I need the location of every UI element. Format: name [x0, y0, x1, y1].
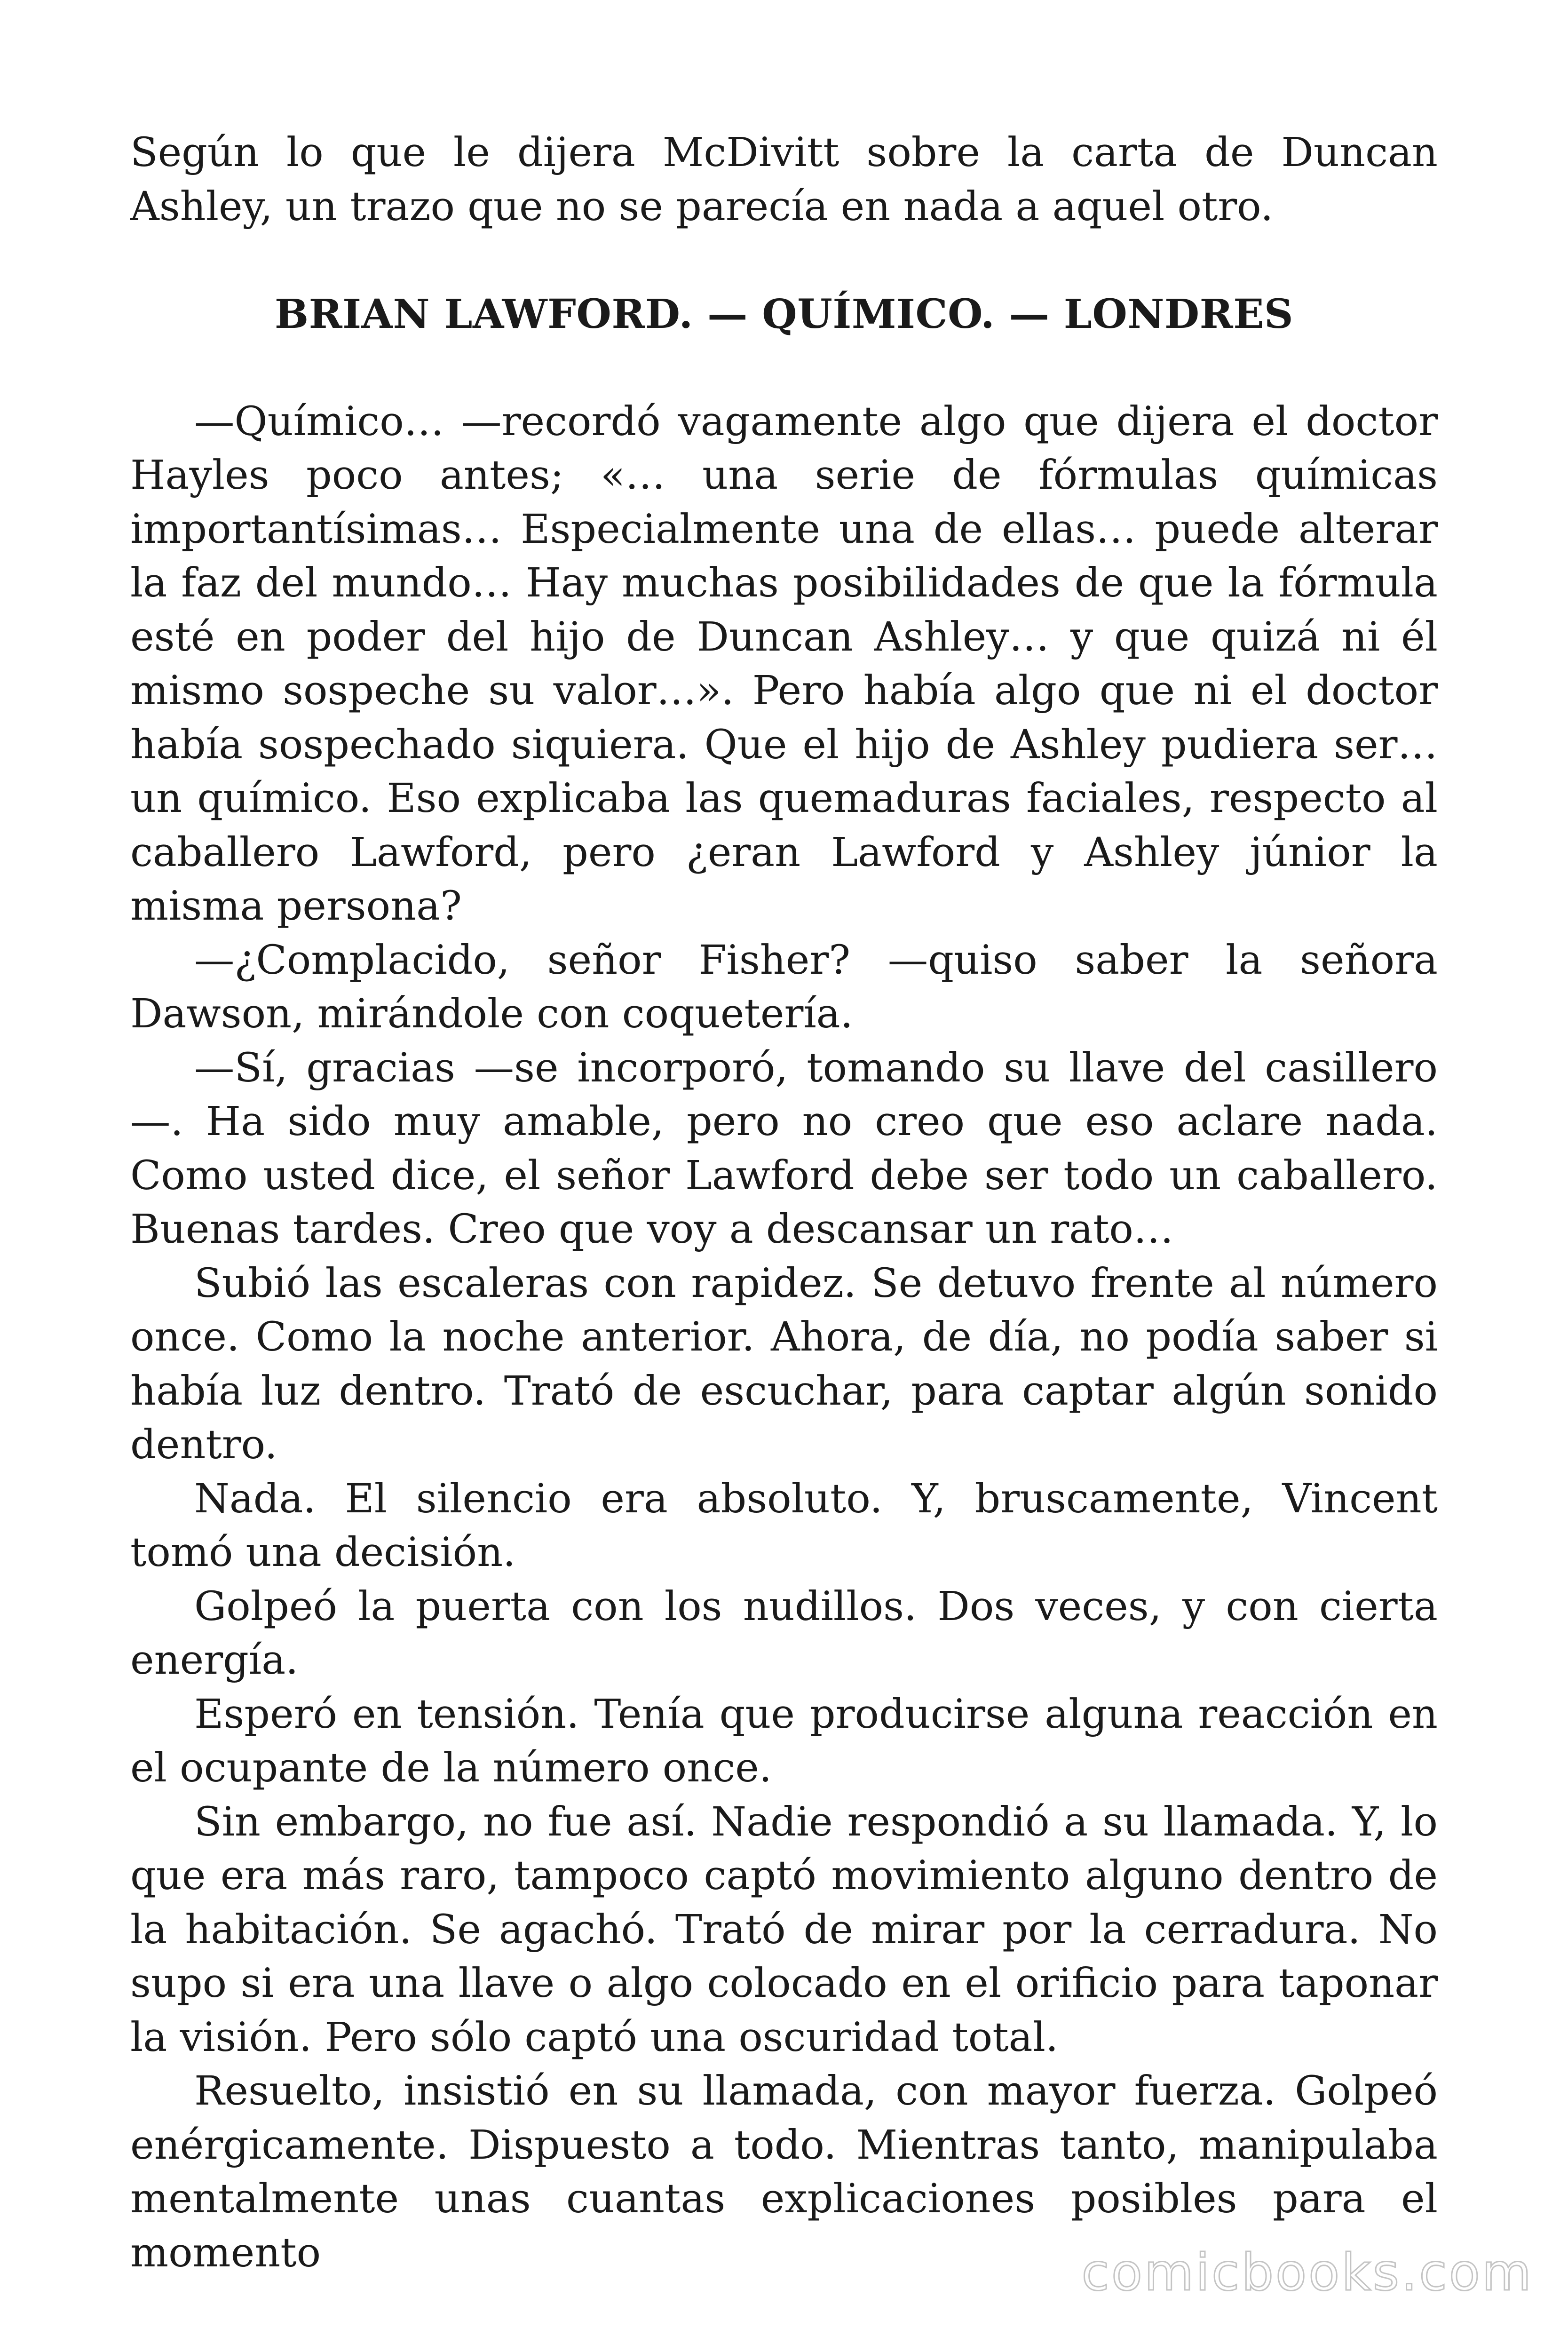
- body-paragraph: Resuelto, insistió en su llamada, con mayor fuerza. Golpeó enérgicamente. Dispuesto a todo. Mientras tanto, manipulaba mentalmente unas cuantas explicaciones posibles para el momento: [130, 2068, 1438, 2276]
- body-paragraph: Nada. El silencio era absoluto. Y, bruscamente, Vincent tomó una decisión.: [130, 1475, 1438, 1576]
- opening-paragraph: Según lo que le dijera McDivitt sobre la carta de Duncan Ashley, un trazo que no se parecía en nada a aquel otro.: [130, 129, 1438, 230]
- body-paragraph: Esperó en tensión. Tenía que producirse alguna reacción en el ocupante de la número once.: [130, 1691, 1438, 1791]
- body-paragraph: Sin embargo, no fue así. Nadie respondió a su llamada. Y, lo que era más raro, tampoco captó movimiento alguno dentro de la habitación. Se agachó. Trató de mirar por la cerradura. No supo si era una llave o algo colocado en el orificio para taponar la visión. Pero sólo captó una oscuridad total.: [130, 1798, 1438, 2061]
- body-paragraph: —Sí, gracias —se incorporó, tomando su llave del casillero—. Ha sido muy amable, pero no creo que eso aclare nada. Como usted dice, el señor Lawford debe ser todo un caballero. Buenas tardes. Creo que voy a descansar un rato…: [130, 1044, 1438, 1253]
- body-paragraph: —¿Complacido, señor Fisher? —quiso saber la señora Dawson, mirándole con coquetería.: [130, 937, 1438, 1037]
- body-paragraph: Subió las escaleras con rapidez. Se detuvo frente al número once. Como la noche anterior. Ahora, de día, no podía saber si había luz dentro. Trató de escuchar, para captar algún sonido dentro.: [130, 1260, 1438, 1468]
- watermark: comicbooks.com: [1081, 2243, 1533, 2302]
- body-paragraph: —Químico… —recordó vagamente algo que dijera el doctor Hayles poco antes; «… una serie de fórmulas químicas importantísimas… Especialmente una de ellas… puede alterar la faz del mundo… Hay muchas posibilidades de que la fórmula esté en poder del hijo de Duncan Ashley… y que quizá ni él mismo sospeche su valor…». Pero había algo que ni el doctor había sospechado siquiera. Que el hijo de Ashley pudiera ser… un químico. Eso explicaba las quemaduras faciales, respecto al caballero Lawford, pero ¿eran Lawford y Ashley júnior la misma persona?: [130, 398, 1438, 930]
- section-heading: BRIAN LAWFORD. — QUÍMICO. — LONDRES: [274, 291, 1294, 338]
- body-paragraph: Golpeó la puerta con los nudillos. Dos veces, y con cierta energía.: [130, 1583, 1438, 1684]
- book-page: [130, 126, 1438, 2280]
